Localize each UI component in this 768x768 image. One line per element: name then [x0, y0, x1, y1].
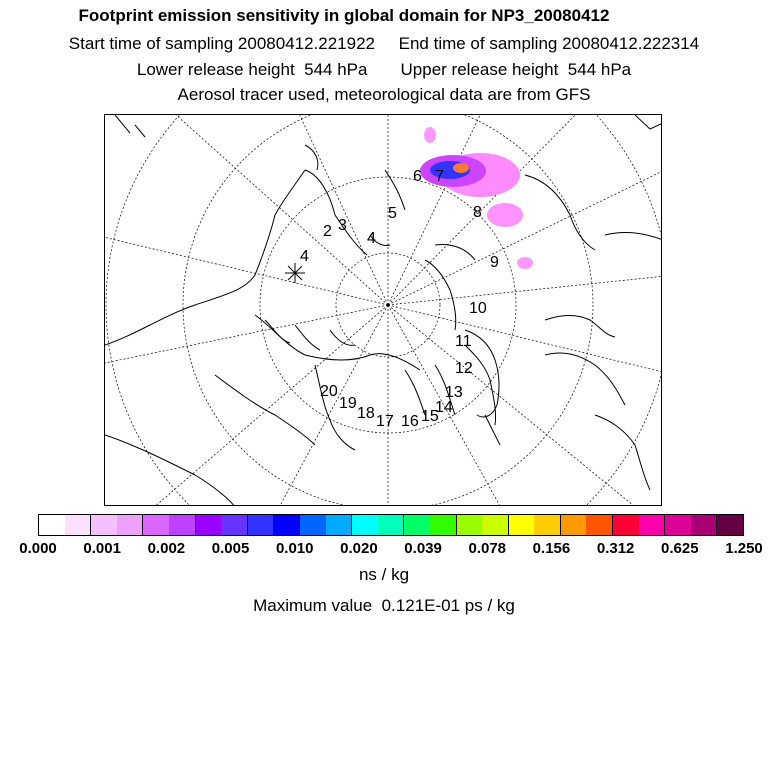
- trajectory-label: 4: [300, 248, 309, 265]
- colorbar-segment: [39, 515, 65, 535]
- colorbar-segment: [195, 515, 222, 535]
- colorbar-tick-label: 0.039: [404, 540, 442, 557]
- colorbar: [38, 514, 744, 536]
- colorbar-segment: [169, 515, 195, 535]
- colorbar-tick-label: 0.625: [661, 540, 699, 557]
- colorbar-segment: [117, 515, 143, 535]
- release-height-line: Lower release height 544 hPa Upper release height 544 hPa: [136, 60, 632, 79]
- colorbar-tick-label: 0.002: [147, 540, 186, 557]
- trajectory-label: 16: [401, 413, 419, 430]
- trajectory-label: 9: [490, 254, 499, 271]
- colorbar-tick-label: 0.000: [19, 540, 57, 557]
- emission-plume: [420, 127, 533, 269]
- trajectory-label: 6: [413, 168, 422, 185]
- colorbar-segment: [247, 515, 274, 535]
- trajectory-label: 8: [473, 204, 482, 221]
- colorbar-segment: [560, 515, 587, 535]
- colorbar-tick-label: 1.250: [725, 540, 763, 557]
- colorbar-unit: ns / kg: [358, 565, 410, 584]
- colorbar-segment: [664, 515, 691, 535]
- trajectory-label: 4: [367, 230, 376, 247]
- trajectory-label: 12: [455, 360, 473, 377]
- colorbar-segment: [534, 515, 560, 535]
- trajectory-label: 10: [469, 300, 487, 317]
- colorbar-tick-label: 0.312: [596, 540, 635, 557]
- colorbar-tick-label: 0.156: [532, 540, 571, 557]
- polar-map: [104, 114, 662, 506]
- colorbar-segment: [639, 515, 665, 535]
- trajectory-label: 15: [421, 408, 439, 425]
- colorbar-tick-label: 0.078: [468, 540, 507, 557]
- trajectory-label: 7: [435, 168, 444, 185]
- trajectory-label: 20: [320, 383, 338, 400]
- plot-title: Footprint emission sensitivity in global domain for NP3_20080412: [78, 6, 610, 25]
- trajectory-label: 13: [445, 384, 463, 401]
- asterisk-release-marker: [285, 263, 305, 283]
- graticule: [105, 115, 662, 506]
- colorbar-segment: [273, 515, 299, 535]
- coastlines: [105, 115, 662, 506]
- maximum-value: Maximum value 0.121E-01 ps / kg: [253, 596, 515, 615]
- trajectory-label: 11: [455, 333, 472, 350]
- colorbar-segment: [142, 515, 169, 535]
- colorbar-segment: [612, 515, 639, 535]
- colorbar-segment: [508, 515, 535, 535]
- trajectory-labels: [300, 168, 499, 430]
- colorbar-segment: [456, 515, 483, 535]
- trajectory-label: 14: [435, 399, 453, 416]
- trajectory-label: 5: [388, 205, 397, 222]
- tracer-info-line: Aerosol tracer used, meteorological data are from GFS: [177, 85, 591, 104]
- trajectory-label: 2: [323, 223, 332, 240]
- colorbar-tick-label: 0.010: [275, 540, 314, 557]
- colorbar-segment: [90, 515, 117, 535]
- trajectory-label: 3: [338, 217, 347, 234]
- colorbar-segment: [482, 515, 508, 535]
- colorbar-segment: [299, 515, 326, 535]
- trajectory-label: 18: [357, 405, 375, 422]
- colorbar-segment: [378, 515, 404, 535]
- colorbar-segment: [430, 515, 456, 535]
- trajectory-label: 17: [376, 413, 394, 430]
- colorbar-segment: [403, 515, 430, 535]
- colorbar-tick-label: 0.001: [83, 540, 121, 557]
- colorbar-segment: [326, 515, 352, 535]
- colorbar-segment: [221, 515, 247, 535]
- colorbar-tick-label: 0.020: [340, 540, 378, 557]
- sampling-time-line: Start time of sampling 20080412.221922 End time of sampling 20080412.222314: [68, 34, 700, 53]
- trajectory-label: 19: [339, 395, 357, 412]
- colorbar-segment: [65, 515, 91, 535]
- colorbar-segment: [586, 515, 612, 535]
- polar-map-canvas: [105, 115, 662, 506]
- colorbar-tick-label: 0.005: [211, 540, 250, 557]
- colorbar-segment: [716, 515, 743, 535]
- colorbar-segment: [691, 515, 717, 535]
- colorbar-segment: [351, 515, 378, 535]
